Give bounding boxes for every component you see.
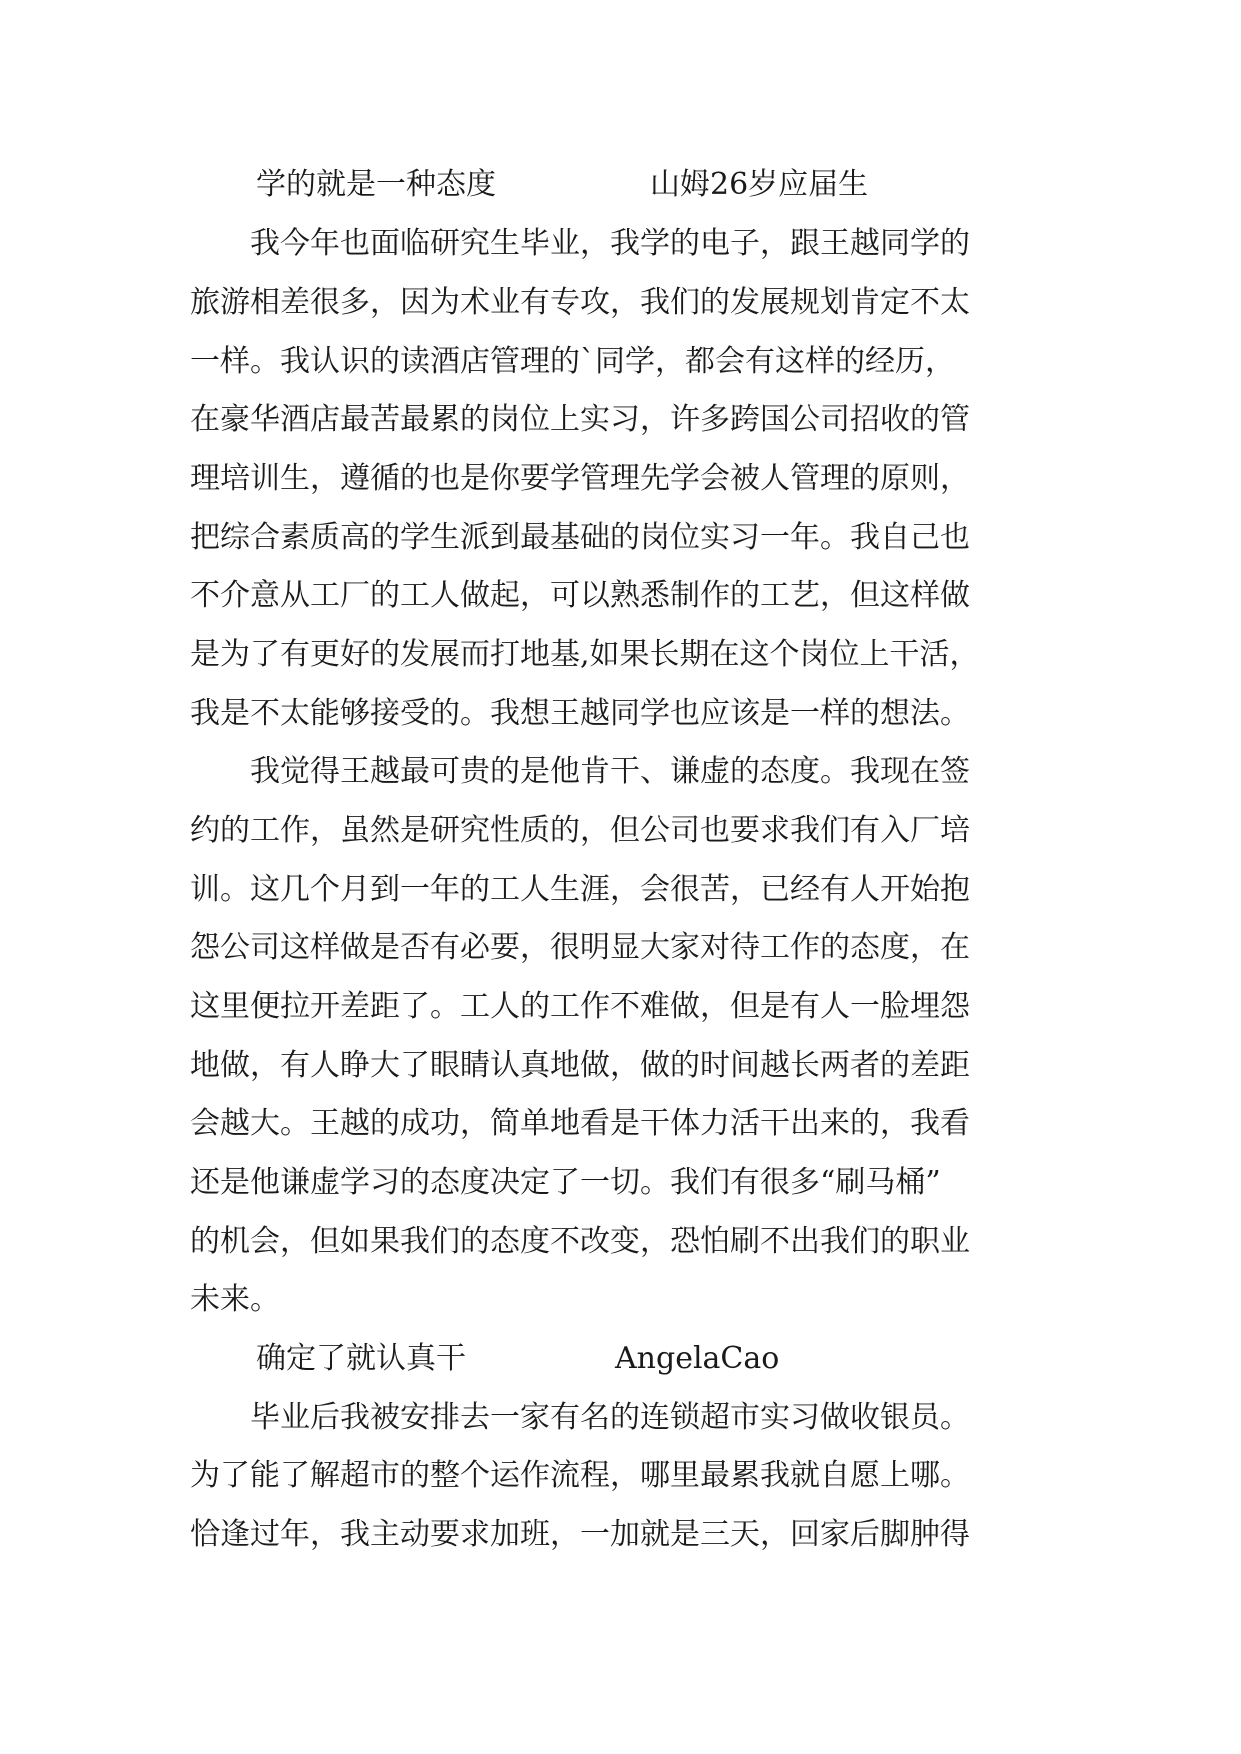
body-line: 在豪华酒店最苦最累的岗位上实习，许多跨国公司招收的管 (190, 402, 970, 437)
section-2-title: 确定了就认真干 (256, 1341, 466, 1376)
body-line: 训。这几个月到一年的工人生涯，会很苦，已经有人开始抱 (190, 872, 970, 907)
body-line: 是为了有更好的发展而打地基,如果长期在这个岗位上干活， (190, 637, 980, 672)
body-line: 还是他谦虚学习的态度决定了一切。我们有很多“刷马桶” (190, 1165, 941, 1200)
section-2-author: AngelaCao (615, 1341, 780, 1376)
body-line: 不介意从工厂的工人做起，可以熟悉制作的工艺，但这样做 (190, 578, 970, 613)
body-line: 未来。 (190, 1282, 280, 1317)
body-line: 理培训生，遵循的也是你要学管理先学会被人管理的原则， (190, 461, 970, 496)
body-line: 把综合素质高的学生派到最基础的岗位实习一年。我自己也 (190, 520, 970, 555)
body-line: 我觉得王越最可贵的是他肯干、谦虚的态度。我现在签 (190, 754, 970, 789)
body-line: 恰逢过年，我主动要求加班，一加就是三天，回家后脚肿得 (190, 1517, 970, 1552)
body-line: 旅游相差很多，因为术业有专攻，我们的发展规划肯定不太 (190, 285, 970, 320)
body-line: 这里便拉开差距了。工人的工作不难做，但是有人一脸埋怨 (190, 989, 970, 1024)
body-line: 会越大。王越的成功，简单地看是干体力活干出来的，我看 (190, 1106, 970, 1141)
section-1-title: 学的就是一种态度 (256, 167, 496, 202)
body-line: 毕业后我被安排去一家有名的连锁超市实习做收银员。 (190, 1400, 970, 1435)
body-line: 为了能了解超市的整个运作流程，哪里最累我就自愿上哪。 (190, 1458, 970, 1493)
body-line: 我是不太能够接受的。我想王越同学也应该是一样的想法。 (190, 696, 970, 731)
body-line: 我今年也面临研究生毕业，我学的电子，跟王越同学的 (190, 226, 970, 261)
body-line: 约的工作，虽然是研究性质的，但公司也要求我们有入厂培 (190, 813, 970, 848)
body-line: 地做，有人睁大了眼睛认真地做，做的时间越长两者的差距 (190, 1048, 970, 1083)
body-line: 怨公司这样做是否有必要，很明显大家对待工作的态度，在 (190, 930, 970, 965)
section-2-heading (190, 1329, 1070, 1389)
section-1-heading (190, 155, 1070, 215)
section-1-author: 山姆26岁应届生 (650, 167, 869, 202)
body-line: 的机会，但如果我们的态度不改变，恐怕刷不出我们的职业 (190, 1224, 970, 1259)
body-line: 一样。我认识的读酒店管理的`同学，都会有这样的经历， (190, 344, 955, 379)
